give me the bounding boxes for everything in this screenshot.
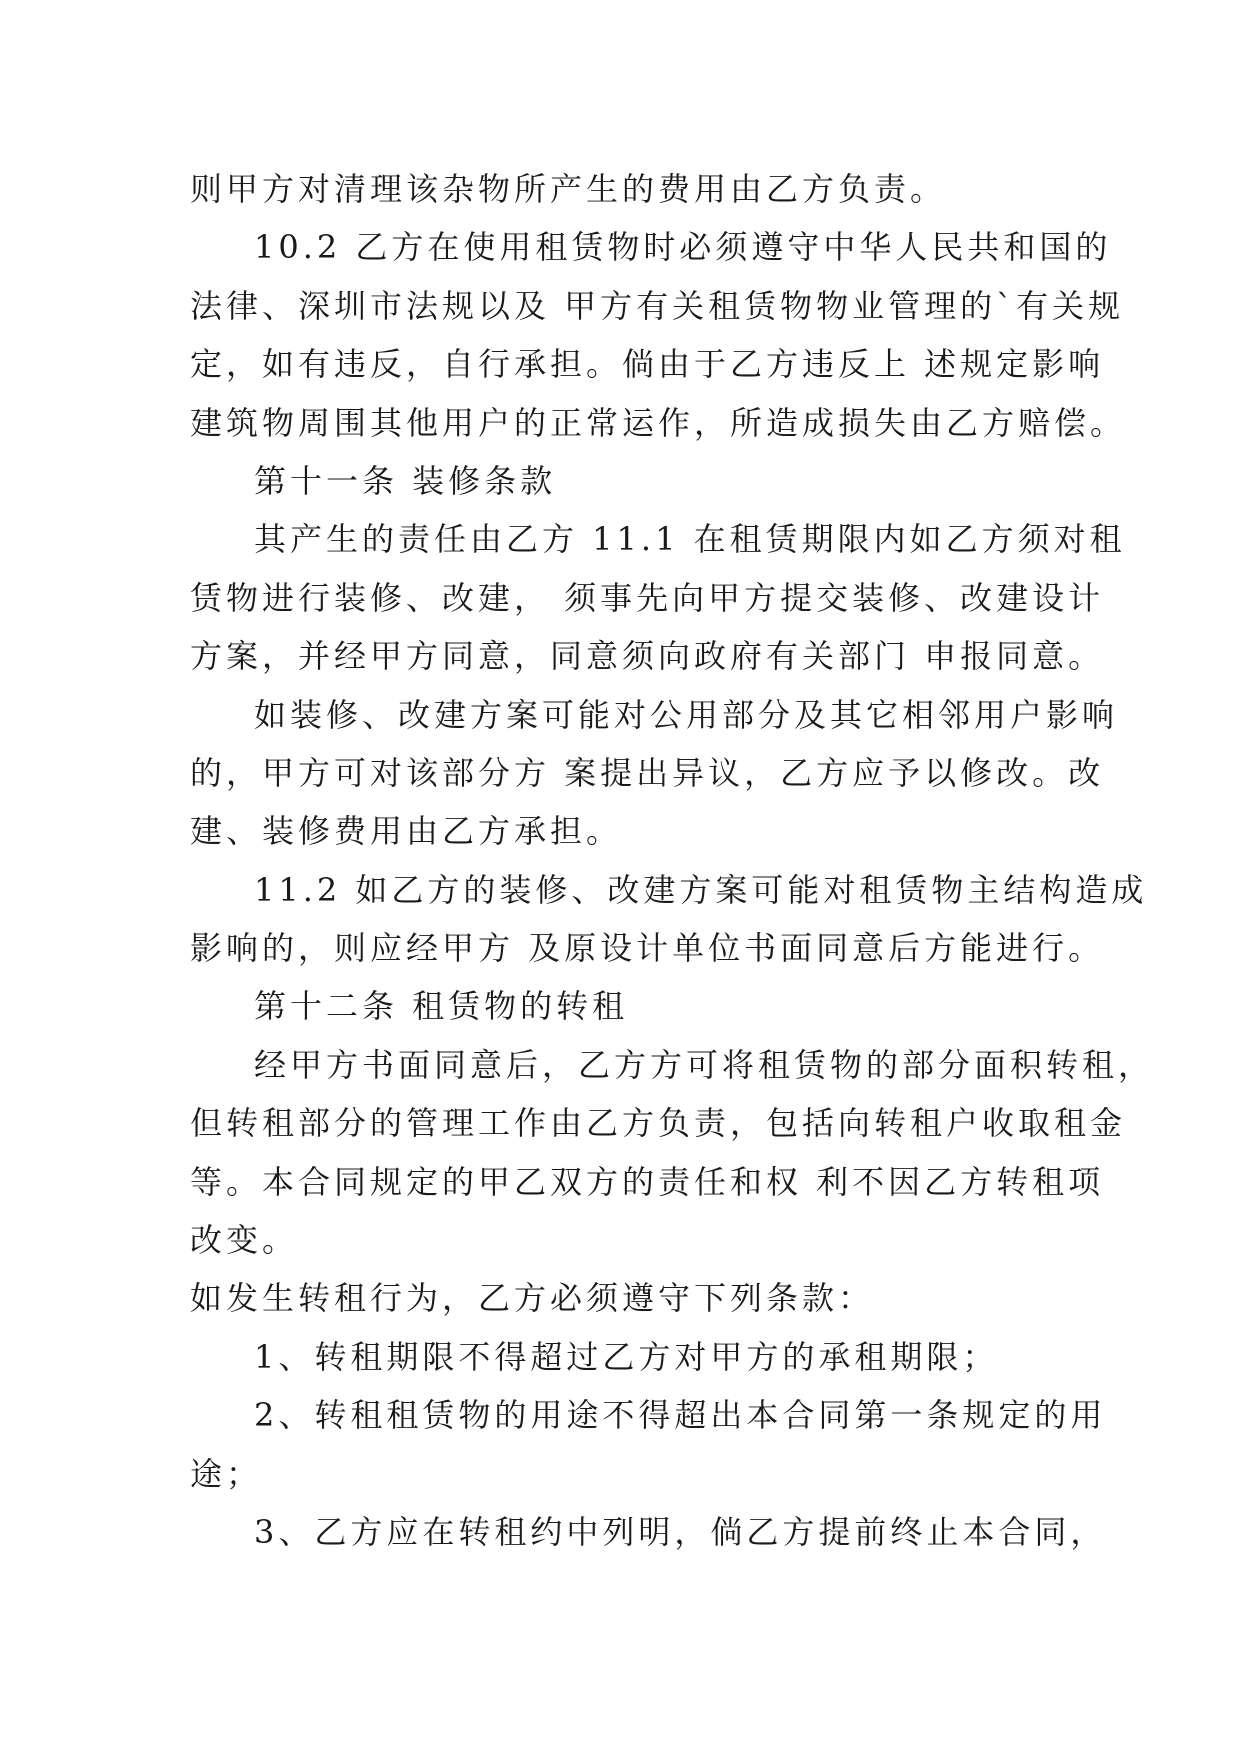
text-line-13: 11.2 如乙方的装修、改建方案可能对租赁物主结构造成: [254, 870, 1148, 909]
text-line-8: 赁物进行装修、改建， 须事先向甲方提交装修、改建设计: [190, 578, 1105, 617]
text-line-10: 如装修、改建方案可能对公用部分及其它相邻用户影响: [254, 695, 1119, 734]
text-line-3: 法律、深圳市法规以及 甲方有关租赁物物业管理的`有关规: [190, 286, 1125, 325]
text-line-9: 方案，并经甲方同意，同意须向政府有关部门 申报同意。: [190, 637, 1105, 676]
text-line-1: 则甲方对清理该杂物所产生的费用由乙方负责。: [190, 170, 947, 208]
list-item-3: 3、乙方应在转租约中列明，倘乙方提前终止本合同，: [254, 1512, 1107, 1551]
text-line-12: 建、装修费用由乙方承担。: [190, 812, 623, 851]
text-line-11: 的，甲方可对该部分方 案提出异议，乙方应予以修改。改: [190, 753, 1105, 792]
text-line-14: 影响的，则应经甲方 及原设计单位书面同意后方能进行。: [190, 929, 1105, 968]
text-line-18: 等。本合同规定的甲乙双方的责任和权 利不因乙方转租项: [190, 1162, 1105, 1201]
text-line-4: 定，如有违反，自行承担。倘由于乙方违反上 述规定影响: [190, 345, 1105, 384]
text-line-23: 途；: [190, 1454, 263, 1493]
text-line-20: 如发生转租行为，乙方必须遵守下列条款：: [190, 1279, 875, 1318]
contract-text-block: [190, 160, 1155, 1561]
section-heading-11: 第十一条 装修条款: [254, 461, 557, 500]
text-line-17: 但转租部分的管理工作由乙方负责，包括向转租户收取租金: [190, 1104, 1127, 1143]
text-line-16: 经甲方书面同意后，乙方方可将租赁物的部分面积转租，: [254, 1045, 1155, 1084]
list-item-1: 1、转租期限不得超过乙方对甲方的承租期限；: [254, 1337, 999, 1376]
text-line-5: 建筑物周围其他用户的正常运作，所造成损失由乙方赔偿。: [190, 403, 1127, 442]
list-item-2: 2、转租租赁物的用途不得超出本合同第一条规定的用: [254, 1396, 1107, 1435]
text-line-19: 改变。: [190, 1221, 299, 1260]
section-heading-12: 第十二条 租赁物的转租: [254, 987, 629, 1026]
text-line-7: 其产生的责任由乙方 11.1 在租赁期限内如乙方须对租: [254, 520, 1126, 559]
text-line-2: 10.2 乙方在使用租赁物时必须遵守中华人民共和国的: [254, 228, 1112, 267]
